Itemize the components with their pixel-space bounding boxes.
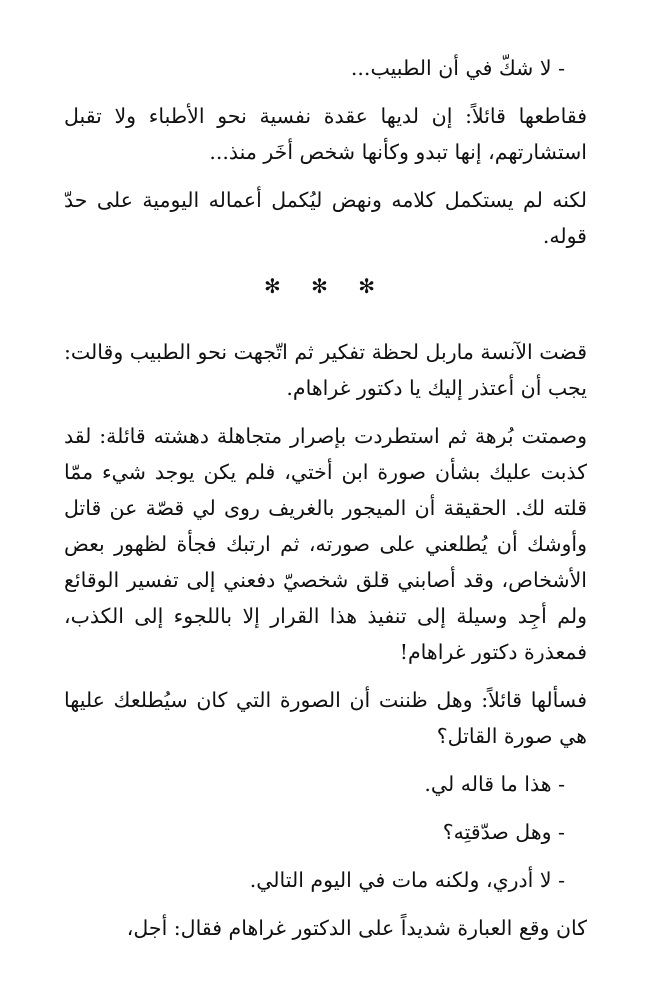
dialogue-line-2: - وهل صدّقتِه؟	[442, 820, 565, 844]
dialogue-line-1: - هذا ما قاله لي.	[424, 772, 565, 796]
dialogue-line-doctor: - لا شكّ في أن الطبيب...	[350, 56, 565, 80]
paragraph-marple-apology: قضت الآنسة ماربل لحظة تفكير ثم اتّجهت نحو الطبيب وقالت: يجب أن أعتذر إليك يا دكتور غراهام.	[64, 340, 587, 400]
dialogue-line-3: - لا أدري، ولكنه مات في اليوم التالي.	[249, 868, 565, 892]
book-page	[64, 50, 587, 958]
paragraph-doctor-reaction: كان وقع العبارة شديداً على الدكتور غراهام فقال: أجل،	[126, 916, 587, 940]
paragraph-doctor-leaves: لكنه لم يستكمل كلامه ونهض ليُكمل أعماله اليومية على حدّ قوله.	[64, 188, 587, 248]
paragraph-doctor-question: فسألها قائلاً: وهل ظننت أن الصورة التي كان سيُطلعك عليها هي صورة القاتل؟	[64, 688, 587, 748]
paragraph-interruption: فقاطعها قائلاً: إن لديها عقدة نفسية نحو الأطباء ولا تقبل استشارتهم، إنها تبدو وكأنها شخص أخَر منذ...	[64, 104, 587, 164]
section-break-stars: ✻ ✻ ✻	[264, 274, 387, 298]
paragraph-marple-confession: وصمتت بُرهة ثم استطردت بإصرار متجاهلة دهشته قائلة: لقد كذبت عليك بشأن صورة ابن أختي، فلم يكن يوجد شيء ممّا قلته لك. الحقيقة أن الميجور بالغريف روى لي قصّة عن قاتل وأوشك أن يُطلعني على صورته، ثم ارتبك فجأة لظهور بعض الأشخاص، وقد أصابني قلق شخصيّ دفعني إلى تفسير الوقائع ولم أجِد وسيلة إلى تنفيذ هذا القرار إلا باللجوء إلى الكذب، فمعذرة دكتور غراهام!	[64, 424, 587, 664]
